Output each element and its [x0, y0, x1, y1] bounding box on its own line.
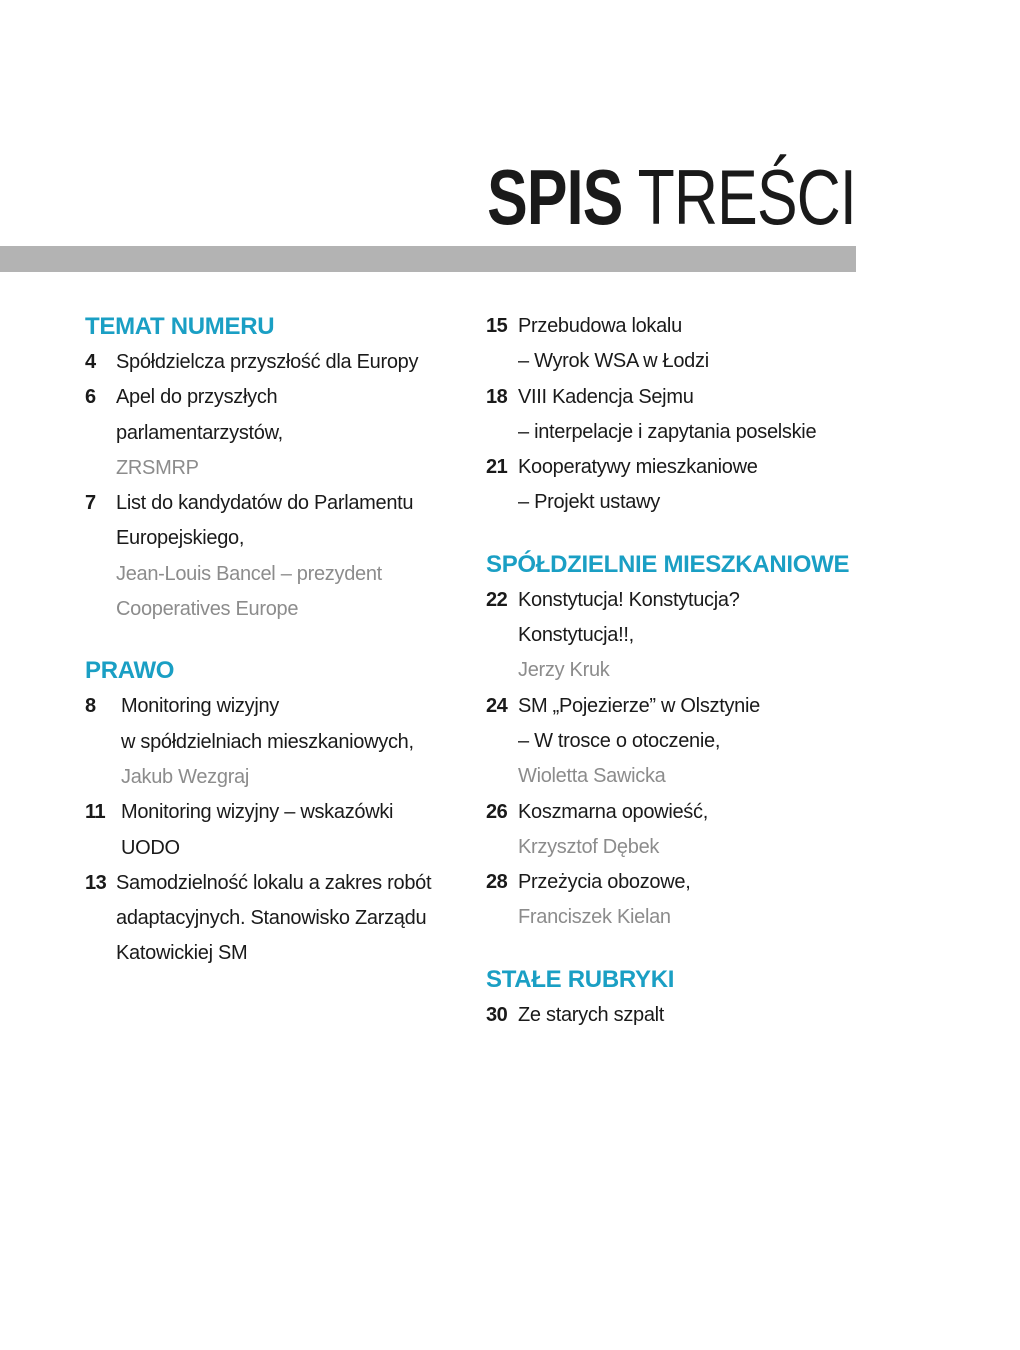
toc-entry[interactable]: [85, 486, 465, 627]
entry-title-line: Apel do przyszłych: [116, 386, 278, 409]
page-number: 8: [85, 695, 96, 718]
entry-title-line: Konstytucja!!,: [518, 624, 634, 647]
page-title: [487, 152, 856, 242]
page-number: 30: [486, 1003, 508, 1026]
entry-title-line: Samodzielność lokalu a zakres robót: [116, 871, 432, 894]
entry-title-line: Koszmarna opowieść,: [518, 800, 708, 823]
entry-title-line: w spółdzielniach mieszkaniowych,: [121, 730, 414, 753]
entry-title-line: Katowickiej SM: [116, 942, 248, 965]
toc-section: [486, 309, 886, 521]
entry-text: [518, 309, 886, 380]
entry-title-line: – Wyrok WSA w Łodzi: [518, 350, 709, 373]
page-number: 28: [486, 871, 508, 894]
entry-text: [518, 795, 886, 866]
entry-text: [518, 583, 886, 689]
entry-title-line: Przeżycia obozowe,: [518, 871, 691, 894]
entry-text: [116, 486, 465, 627]
page-number: 22: [486, 588, 508, 611]
entry-title-line: UODO: [121, 836, 180, 859]
entry-title-line: VIII Kadencja Sejmu: [518, 385, 694, 408]
page-number: 18: [486, 385, 508, 408]
toc-section: [486, 547, 886, 936]
entry-text: [121, 689, 465, 795]
toc-entry[interactable]: [85, 866, 465, 972]
entry-title-line: SM „Pojezierze” w Olsztynie: [518, 694, 760, 717]
entry-title-line: – W trosce o otoczenie,: [518, 729, 721, 752]
entry-text: [116, 866, 465, 972]
toc-column-left: [85, 309, 465, 998]
toc-entry[interactable]: [85, 345, 465, 380]
entry-text: [518, 865, 886, 936]
toc-entry[interactable]: [486, 450, 886, 521]
entry-text: [518, 998, 886, 1033]
page-number: 6: [85, 386, 96, 409]
toc-entry[interactable]: [486, 583, 886, 689]
page-number: 11: [85, 801, 106, 824]
toc-section: [85, 653, 465, 971]
entry-title-line: Monitoring wizyjny: [121, 695, 279, 718]
toc-entry[interactable]: [486, 309, 886, 380]
entry-title-line: Ze starych szpalt: [518, 1003, 665, 1026]
page-number: 13: [85, 871, 107, 894]
section-heading: SPÓŁDZIELNIE MIESZKANIOWE: [486, 550, 850, 578]
entry-title-line: – interpelacje i zapytania poselskie: [518, 420, 817, 443]
entry-author-line: ZRSMRP: [116, 456, 199, 479]
entry-author-line: Jakub Wezgraj: [121, 765, 250, 788]
entry-title-line: parlamentarzystów,: [116, 421, 283, 444]
section-heading: PRAWO: [85, 657, 175, 685]
toc-entry[interactable]: [486, 865, 886, 936]
toc-column-right: [486, 309, 886, 1059]
title-bold: SPIS: [487, 153, 623, 241]
section-heading: STAŁE RUBRYKI: [486, 965, 675, 993]
entry-text: [518, 380, 886, 451]
entry-title-line: Spółdzielcza przyszłość dla Europy: [116, 351, 419, 373]
entry-title-line: Europejskiego,: [116, 527, 245, 550]
entry-author-line: Jerzy Kruk: [518, 659, 610, 682]
page-number: 4: [85, 351, 96, 373]
entry-text: [116, 345, 465, 380]
entry-title-line: Kooperatywy mieszkaniowe: [518, 456, 758, 479]
toc-entry[interactable]: [85, 380, 465, 486]
toc-entry[interactable]: [486, 689, 886, 795]
toc-entry[interactable]: [486, 795, 886, 866]
entry-title-line: Monitoring wizyjny – wskazówki: [121, 801, 394, 824]
entry-author-line: Wioletta Sawicka: [518, 765, 666, 788]
entry-author-line: Franciszek Kielan: [518, 906, 671, 929]
toc-section: [85, 309, 465, 627]
toc-entry[interactable]: [486, 380, 886, 451]
page-number: 24: [486, 694, 508, 717]
page-number: 7: [85, 492, 96, 515]
page-number: 15: [486, 315, 508, 337]
toc-entry[interactable]: [85, 795, 465, 866]
entry-text: [518, 450, 886, 521]
header-bar: [0, 246, 856, 272]
entry-author-line: Jean-Louis Bancel – prezydent: [116, 562, 382, 585]
entry-text: [518, 689, 886, 795]
entry-title-line: adaptacyjnych. Stanowisko Zarządu: [116, 907, 427, 930]
section-heading: TEMAT NUMERU: [85, 313, 275, 340]
entry-text: [116, 380, 465, 486]
page-number: 26: [486, 800, 508, 823]
toc-entry[interactable]: [85, 689, 465, 795]
entry-author-line: Cooperatives Europe: [116, 598, 299, 621]
entry-title-line: Konstytucja! Konstytucja?: [518, 588, 740, 611]
entry-text: [121, 795, 465, 866]
toc-entry[interactable]: [486, 998, 886, 1033]
entry-author-line: Krzysztof Dębek: [518, 835, 660, 858]
entry-title-line: Przebudowa lokalu: [518, 315, 682, 337]
page-number: 21: [486, 456, 508, 479]
entry-title-line: List do kandydatów do Parlamentu: [116, 492, 414, 515]
toc-section: [486, 962, 886, 1033]
title-light: TREŚCI: [637, 153, 856, 241]
entry-title-line: – Projekt ustawy: [518, 491, 660, 514]
